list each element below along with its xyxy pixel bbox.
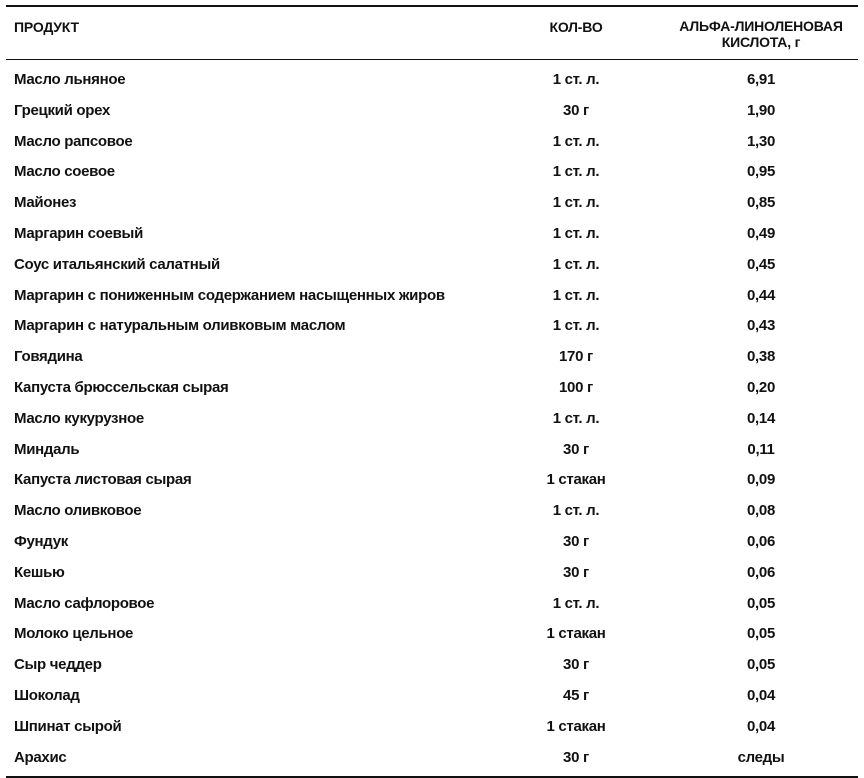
- cell-product: Капуста брюссельская сырая: [14, 378, 229, 396]
- cell-product: Молоко цельное: [14, 625, 134, 643]
- cell-product: Капуста листовая сырая: [14, 471, 192, 489]
- header-ala-line1: АЛЬФА-ЛИНОЛЕНОВАЯ: [679, 18, 843, 34]
- table-row: [6, 620, 858, 651]
- cell-quantity: 1 стакан: [546, 717, 606, 735]
- table-row: [6, 682, 858, 713]
- cell-quantity: 1 ст. л.: [552, 163, 600, 181]
- cell-product: Майонез: [14, 194, 77, 212]
- cell-product: Шпинат сырой: [14, 717, 122, 735]
- table-row: [6, 374, 858, 405]
- cell-quantity: 30 г: [563, 748, 589, 766]
- cell-product: Миндаль: [14, 440, 80, 458]
- cell-quantity: 30 г: [563, 101, 589, 119]
- cell-product: Говядина: [14, 348, 83, 366]
- table-row: [6, 497, 858, 528]
- cell-ala: 0,14: [747, 409, 775, 427]
- cell-quantity: 1 ст. л.: [552, 255, 600, 273]
- table-row: [6, 158, 858, 189]
- cell-ala: 0,06: [747, 563, 775, 581]
- cell-quantity: 1 ст. л.: [552, 409, 600, 427]
- cell-ala: 1,30: [747, 132, 775, 150]
- header-ala-line2: КИСЛОТА, г: [721, 34, 801, 50]
- cell-product: Сыр чеддер: [14, 656, 102, 674]
- cell-quantity: 1 стакан: [546, 471, 606, 489]
- cell-product: Масло льняное: [14, 71, 126, 88]
- table-row: [6, 528, 858, 559]
- cell-product: Маргарин с натуральным оливковым маслом: [14, 317, 346, 335]
- cell-product: Масло соевое: [14, 163, 115, 181]
- table-row: [6, 189, 858, 220]
- cell-quantity: 30 г: [563, 656, 589, 674]
- cell-quantity: 1 ст. л.: [552, 594, 600, 612]
- table-row: [6, 713, 858, 744]
- cell-product: Грецкий орех: [14, 101, 110, 119]
- nutrition-table: [6, 5, 858, 778]
- cell-quantity: 1 ст. л.: [552, 132, 600, 150]
- table-header: [6, 7, 858, 59]
- cell-quantity: 1 ст. л.: [552, 194, 600, 212]
- cell-product: Маргарин соевый: [14, 224, 143, 242]
- cell-ala: 0,49: [747, 224, 775, 242]
- cell-product: Масло кукурузное: [14, 409, 144, 427]
- cell-ala: 0,09: [747, 471, 775, 489]
- cell-product: Арахис: [14, 748, 67, 766]
- cell-quantity: 1 ст. л.: [552, 317, 600, 335]
- cell-ala: 0,95: [747, 163, 775, 181]
- cell-ala: 0,04: [747, 717, 775, 735]
- cell-ala: следы: [737, 748, 785, 766]
- cell-quantity: 1 ст. л.: [552, 224, 600, 242]
- table-row: [6, 220, 858, 251]
- cell-product: Соус итальянский салатный: [14, 255, 220, 273]
- cell-product: Маргарин с пониженным содержанием насыщенных жиров: [14, 286, 445, 304]
- cell-ala: 0,05: [747, 594, 775, 612]
- cell-ala: 0,11: [747, 440, 775, 458]
- cell-quantity: 45 г: [563, 686, 589, 704]
- table-row: [6, 343, 858, 374]
- cell-ala: 0,44: [747, 286, 775, 304]
- cell-ala: 0,38: [747, 348, 775, 366]
- table-row: [6, 590, 858, 621]
- table-row: [6, 651, 858, 682]
- table-row: [6, 436, 858, 467]
- cell-ala: 0,05: [747, 656, 775, 674]
- cell-product: Фундук: [14, 532, 68, 550]
- table-row: [6, 466, 858, 497]
- header-ala: [671, 18, 851, 50]
- cell-product: Масло сафлоровое: [14, 594, 155, 612]
- cell-ala: 0,08: [747, 502, 775, 520]
- cell-ala: 0,05: [747, 625, 775, 643]
- table-row: [6, 128, 858, 159]
- cell-ala: 0,04: [747, 686, 775, 704]
- table-row: [6, 744, 858, 775]
- cell-ala: 6,91: [747, 71, 775, 88]
- header-product: ПРОДУКТ: [14, 19, 79, 35]
- cell-ala: 0,45: [747, 255, 775, 273]
- cell-quantity: 30 г: [563, 532, 589, 550]
- cell-ala: 0,20: [747, 378, 775, 396]
- table-row: [6, 251, 858, 282]
- cell-quantity: 30 г: [563, 440, 589, 458]
- cell-product: Масло рапсовое: [14, 132, 133, 150]
- table-row: [6, 312, 858, 343]
- cell-quantity: 170 г: [559, 348, 593, 366]
- cell-quantity: 1 стакан: [546, 625, 606, 643]
- cell-product: Кешью: [14, 563, 65, 581]
- cell-quantity: 1 ст. л.: [552, 71, 600, 88]
- cell-quantity: 30 г: [563, 563, 589, 581]
- cell-quantity: 1 ст. л.: [552, 286, 600, 304]
- cell-ala: 0,85: [747, 194, 775, 212]
- header-quantity: КОЛ-ВО: [549, 19, 603, 35]
- table-row: [6, 405, 858, 436]
- cell-ala: 0,06: [747, 532, 775, 550]
- cell-ala: 0,43: [747, 317, 775, 335]
- table-row: [6, 282, 858, 313]
- table-row: [6, 559, 858, 590]
- cell-product: Масло оливковое: [14, 502, 142, 520]
- cell-ala: 1,90: [747, 101, 775, 119]
- cell-quantity: 100 г: [559, 378, 593, 396]
- table-row: [6, 66, 858, 97]
- cell-quantity: 1 ст. л.: [552, 502, 600, 520]
- cell-product: Шоколад: [14, 686, 80, 704]
- table-row: [6, 97, 858, 128]
- table-body: [6, 60, 858, 774]
